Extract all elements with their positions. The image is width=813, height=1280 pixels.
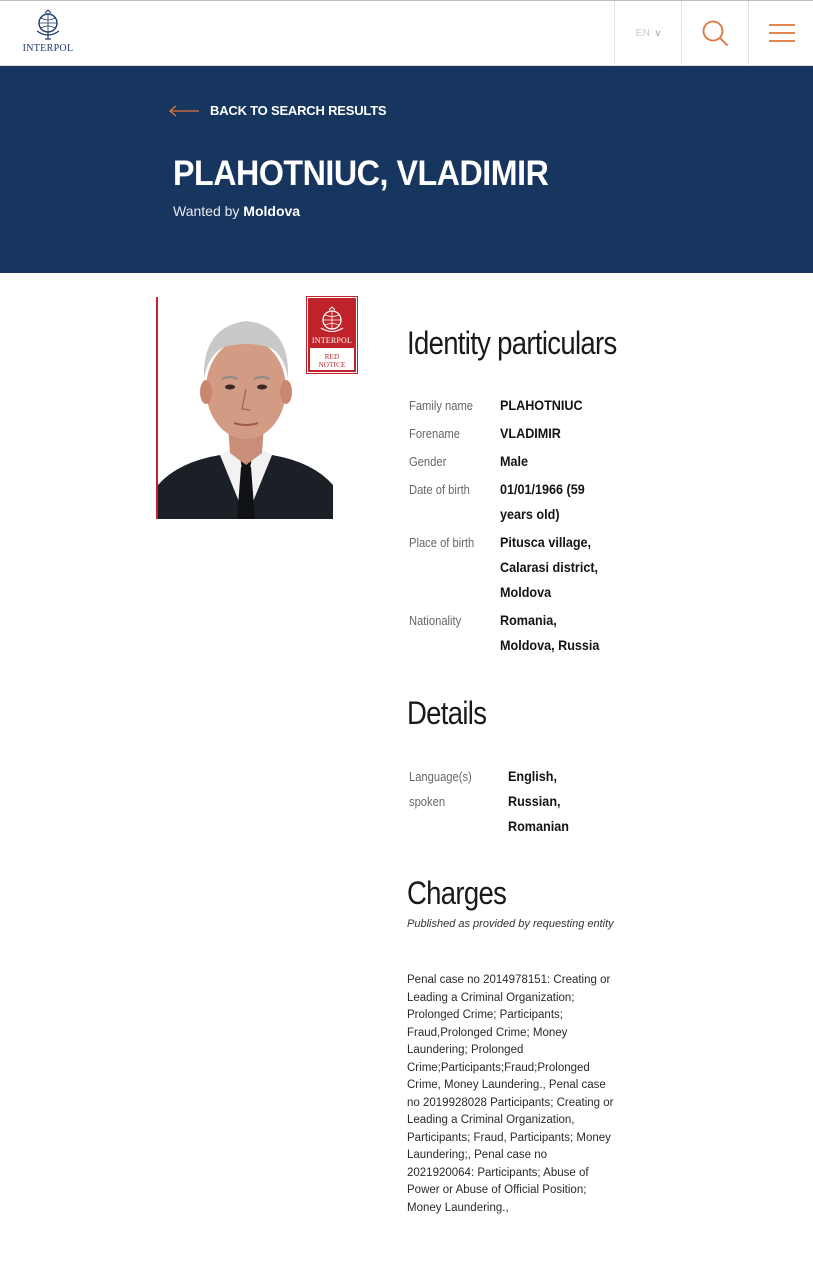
language-label: EN [635,28,651,39]
row-value: Romania, Moldova, Russia [500,612,600,653]
identity-row-forename [409,421,629,449]
badge-line-red: RED [324,353,340,361]
row-value: VLADIMIR [500,425,561,441]
identity-row-date-of-birth [409,477,629,530]
row-label: Forename [409,426,460,441]
hamburger-menu-icon [749,1,813,66]
row-label: Date of birth [409,482,470,497]
language-selector[interactable] [614,1,681,66]
back-link-label: BACK TO SEARCH RESULTS [210,103,387,118]
row-value: PLAHOTNIUC [500,397,583,413]
identity-row-place-of-birth [409,530,629,608]
row-label: Gender [409,454,447,469]
interpol-emblem-icon [308,302,356,338]
charges-note: Published as provided by requesting entity [407,918,614,930]
wanted-country: Moldova [243,203,301,219]
interpol-logo[interactable] [18,9,78,59]
top-navbar [0,0,813,66]
arrow-left-icon [168,105,200,117]
wanted-by-line [173,203,300,219]
hero-banner [0,66,813,273]
row-value: Male [500,453,529,469]
row-value: 01/01/1966 (59 years old) [500,481,585,522]
details-section-title: Details [407,695,487,731]
details-row-languages [409,764,629,844]
identity-row-gender [409,449,629,477]
row-label: Place of birth [409,535,475,550]
chevron-down-icon: v [655,28,661,39]
logo-text: INTERPOL [22,43,74,54]
identity-row-family-name [409,393,629,421]
identity-row-nationality [409,608,629,661]
row-value: Pitusca village, Calarasi district, Moldova [500,534,599,600]
identity-section-title: Identity particulars [407,325,617,361]
charges-section-title: Charges [407,875,507,911]
row-label: Nationality [409,613,462,628]
wanted-prefix: Wanted by [173,203,240,219]
badge-line-notice: NOTICE [318,361,346,369]
red-notice-badge [307,297,357,373]
row-label: Language(s) spoken [409,769,472,809]
back-to-search-link[interactable] [168,103,386,118]
search-button[interactable] [681,1,748,66]
search-icon [682,1,749,66]
charges-text: Penal case no 2014978151: Creating or Leading a Criminal Organization; Prolonged Crime; Participants; Fraud,Prolonged Crime; Money Laundering; Prolonged Crime;Participants;Fraud;Prolonged Crime, Money Laundering., Penal case no 2019928028 Participants; Creating or Leading a Criminal Organization, Participants; Fraud, Participants; Money Laundering;, Penal case no 2021920064: Participants; Abuse of Power or Abuse of Official Position; Money Laundering., [407,974,614,1214]
row-value: English, Russian, Romanian [508,768,569,834]
menu-button[interactable] [748,1,813,66]
interpol-emblem-icon [33,9,63,41]
page-title: PLAHOTNIUC, VLADIMIR [173,154,549,193]
badge-brand: INTERPOL [311,336,353,345]
row-label: Family name [409,398,474,413]
